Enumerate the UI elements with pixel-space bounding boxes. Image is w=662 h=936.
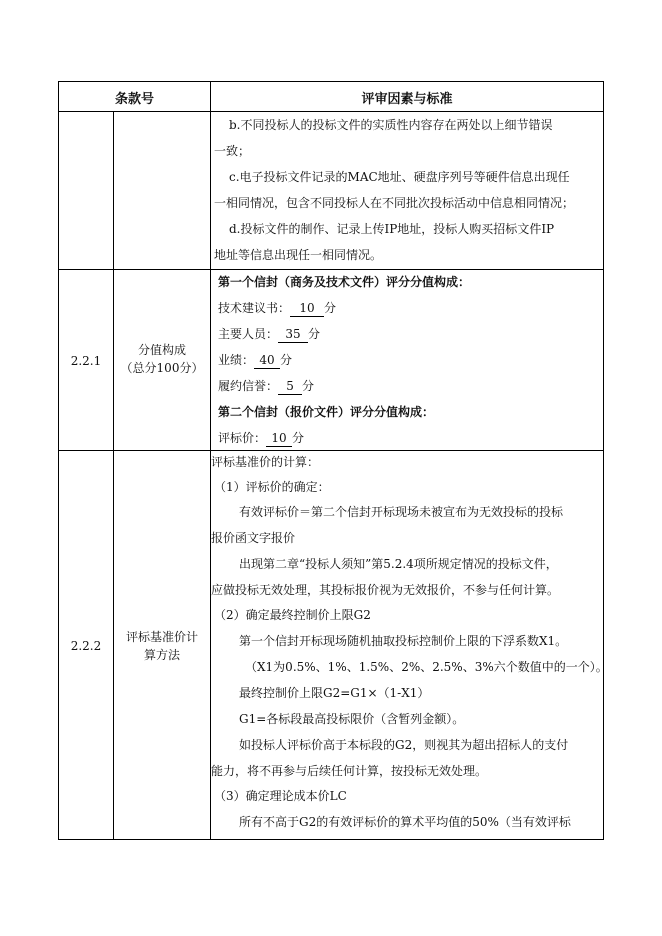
criteria-line: （2）确定最终控制价上限G2 bbox=[214, 608, 371, 622]
factor-name-line: 评标基准价计 bbox=[125, 630, 198, 644]
criteria-line: 评标基准价的计算： bbox=[211, 455, 320, 469]
criteria-line: 一致； bbox=[214, 144, 251, 158]
criteria-line: 第一个信封开标现场随机抽取投标控制价上限的下浮系数X1。 bbox=[239, 634, 568, 648]
score-label: 履约信誉： bbox=[218, 379, 279, 393]
clause-number: 2.2.2 bbox=[70, 639, 102, 653]
criteria-line: 应做投标无效处理，其投标报价视为无效报价，不参与任何计算。 bbox=[211, 583, 560, 597]
score-item bbox=[218, 300, 336, 317]
clause-number: 2.2.1 bbox=[70, 354, 102, 368]
divider-row2 bbox=[59, 450, 603, 451]
criteria-line: 报价函文字报价 bbox=[211, 531, 296, 545]
score-label: 评标价： bbox=[218, 431, 267, 445]
criteria-line: 如投标人评标价高于本标段的G2，则视其为超出招标人的支付 bbox=[239, 738, 569, 752]
criteria-line: 地址等信息出现任一相同情况。 bbox=[214, 248, 383, 262]
score-item bbox=[218, 352, 292, 369]
criteria-line: （X1为0.5%、1%、1.5%、2%、2.5%、3%六个数值中的一个）。 bbox=[245, 660, 608, 674]
score-value: 5 bbox=[278, 378, 302, 395]
score-label: 技术建议书： bbox=[218, 301, 291, 315]
factor-name-line: （总分100分） bbox=[120, 361, 204, 375]
divider-row1 bbox=[59, 269, 603, 270]
criteria-line: b.不同投标人的投标文件的实质性内容存在两处以上细节错误 bbox=[229, 118, 553, 132]
factor-name-line: 算方法 bbox=[143, 648, 180, 662]
score-item bbox=[218, 326, 320, 343]
criteria-line: 出现第二章“投标人须知”第5.2.4项所规定情况的投标文件， bbox=[239, 557, 558, 571]
score-unit: 分 bbox=[292, 431, 305, 445]
criteria-line: （3）确定理论成本价LC bbox=[214, 789, 347, 803]
score-unit: 分 bbox=[280, 353, 293, 367]
criteria-line: 最终控制价上限G2=G1×（1-X1） bbox=[239, 686, 430, 700]
header-criteria: 评审因素与标准 bbox=[361, 91, 453, 107]
score-item bbox=[218, 430, 304, 447]
criteria-line: 所有不高于G2的有效评标价的算术平均值的50%（当有效评标 bbox=[239, 815, 571, 829]
section-heading: 第一个信封（商务及技术文件）评分分值构成： bbox=[218, 275, 471, 289]
criteria-line: 能力，将不再参与后续任何计算，按投标无效处理。 bbox=[211, 764, 488, 778]
criteria-line: d.投标文件的制作、记录上传IP地址，投标人购买招标文件IP bbox=[229, 222, 555, 236]
score-unit: 分 bbox=[308, 327, 321, 341]
criteria-line: c.电子投标文件记录的MAC地址、硬盘序列号等硬件信息出现任 bbox=[229, 170, 570, 184]
divider-subclause-col bbox=[113, 111, 114, 839]
header-clause-no: 条款号 bbox=[114, 91, 154, 107]
criteria-line: （1）评标价的确定： bbox=[214, 480, 330, 494]
scoring-table bbox=[58, 81, 608, 840]
score-value: 40 bbox=[254, 352, 280, 369]
score-label: 主要人员： bbox=[218, 327, 279, 341]
score-value: 10 bbox=[266, 430, 292, 447]
score-label: 业绩： bbox=[218, 353, 255, 367]
score-item bbox=[218, 378, 314, 395]
criteria-line: G1=各标段最高投标限价（含暂列金额）。 bbox=[239, 712, 465, 726]
score-value: 10 bbox=[290, 300, 324, 317]
criteria-line: 一相同情况，包含不同投标人在不同批次投标活动中信息相同情况； bbox=[214, 196, 575, 210]
criteria-line: 有效评标价＝第二个信封开标现场未被宣布为无效投标的投标 bbox=[239, 505, 564, 519]
factor-name-line: 分值构成 bbox=[137, 343, 186, 357]
score-unit: 分 bbox=[302, 379, 315, 393]
score-value: 35 bbox=[278, 326, 308, 343]
section-heading: 第二个信封（报价文件）评分分值构成： bbox=[218, 405, 435, 419]
score-unit: 分 bbox=[324, 301, 337, 315]
